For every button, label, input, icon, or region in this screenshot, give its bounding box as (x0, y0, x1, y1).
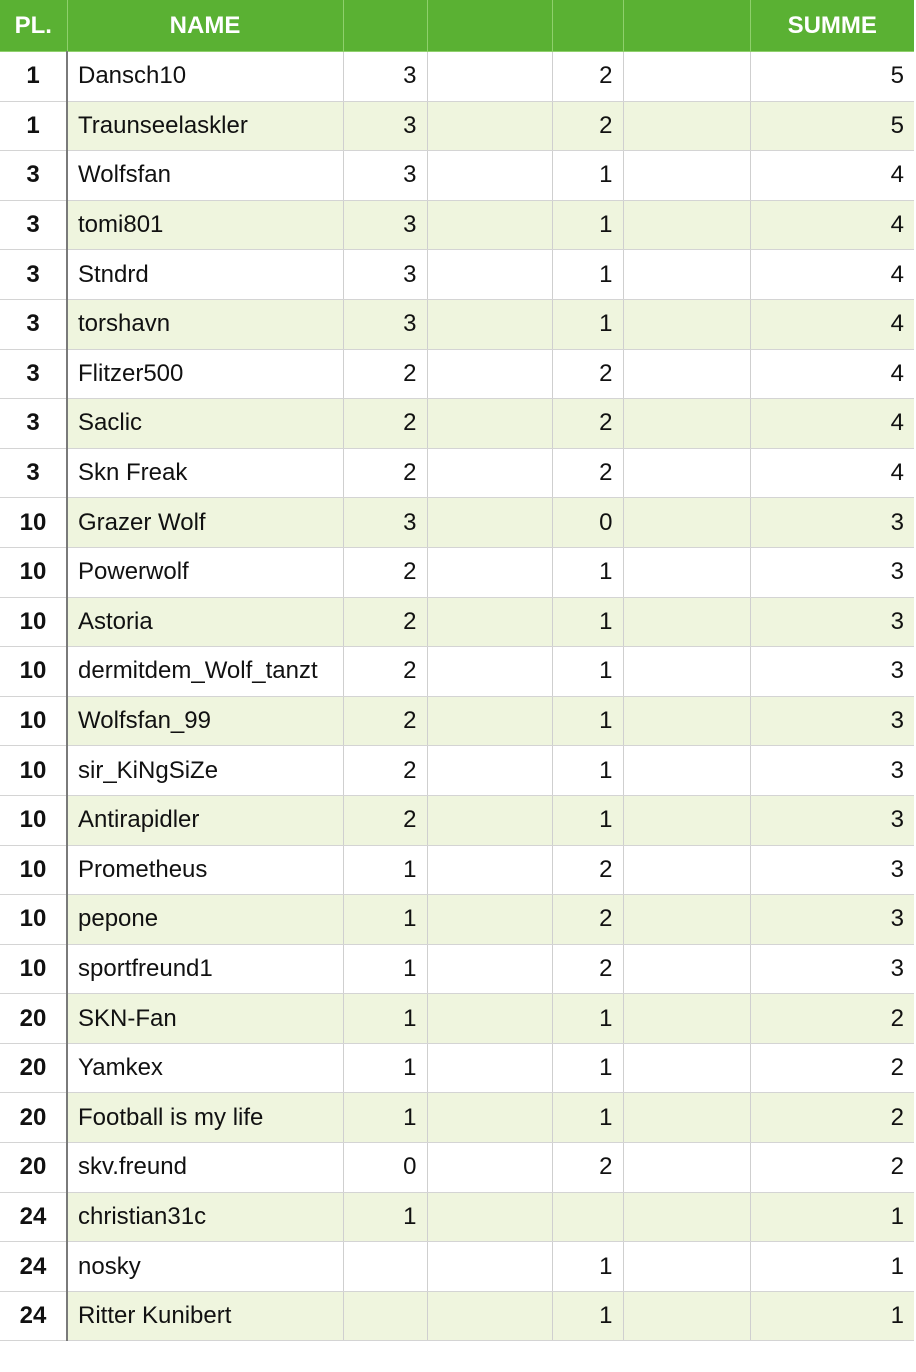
sum-cell: 2 (750, 994, 914, 1044)
player-name-cell: skv.freund (67, 1143, 343, 1193)
place-cell: 3 (0, 448, 67, 498)
points-a-cell: 3 (343, 101, 427, 151)
points-c-cell: 0 (552, 498, 623, 548)
sum-cell: 3 (750, 895, 914, 945)
sum-cell: 3 (750, 795, 914, 845)
player-name-cell: Grazer Wolf (67, 498, 343, 548)
points-b-cell (427, 101, 552, 151)
place-cell: 3 (0, 349, 67, 399)
place-cell: 3 (0, 200, 67, 250)
points-c-cell: 2 (552, 448, 623, 498)
points-b-cell (427, 1242, 552, 1292)
table-row (0, 795, 914, 845)
place-cell: 10 (0, 746, 67, 796)
table-row (0, 895, 914, 945)
place-cell: 1 (0, 52, 67, 102)
place-cell: 20 (0, 1093, 67, 1143)
points-b-cell (427, 547, 552, 597)
points-a-cell: 3 (343, 151, 427, 201)
table-row (0, 547, 914, 597)
points-d-cell (623, 746, 750, 796)
sum-cell: 1 (750, 1291, 914, 1341)
sum-cell: 4 (750, 200, 914, 250)
points-b-cell (427, 696, 552, 746)
points-d-cell (623, 498, 750, 548)
points-d-cell (623, 944, 750, 994)
points-c-cell: 1 (552, 597, 623, 647)
sum-cell: 4 (750, 399, 914, 449)
sum-cell: 3 (750, 597, 914, 647)
place-cell: 24 (0, 1242, 67, 1292)
points-b-cell (427, 895, 552, 945)
points-d-cell (623, 52, 750, 102)
sum-cell: 3 (750, 498, 914, 548)
points-c-cell: 2 (552, 101, 623, 151)
points-b-cell (427, 1291, 552, 1341)
points-b-cell (427, 52, 552, 102)
table-row (0, 399, 914, 449)
points-b-cell (427, 200, 552, 250)
place-cell: 3 (0, 151, 67, 201)
points-b-cell (427, 944, 552, 994)
points-c-cell: 1 (552, 696, 623, 746)
table-row (0, 994, 914, 1044)
sum-cell: 4 (750, 299, 914, 349)
table-row (0, 1242, 914, 1292)
player-name-cell: Traunseelaskler (67, 101, 343, 151)
sum-cell: 4 (750, 151, 914, 201)
points-b-cell (427, 349, 552, 399)
sum-cell: 2 (750, 1043, 914, 1093)
place-cell: 20 (0, 1043, 67, 1093)
player-name-cell: Prometheus (67, 845, 343, 895)
points-d-cell (623, 1192, 750, 1242)
place-cell: 10 (0, 647, 67, 697)
points-a-cell: 2 (343, 647, 427, 697)
place-cell: 10 (0, 845, 67, 895)
points-a-cell: 2 (343, 795, 427, 845)
points-b-cell (427, 597, 552, 647)
table-row (0, 498, 914, 548)
points-d-cell (623, 1043, 750, 1093)
points-d-cell (623, 795, 750, 845)
points-d-cell (623, 696, 750, 746)
points-a-cell (343, 1242, 427, 1292)
points-d-cell (623, 547, 750, 597)
points-c-cell: 1 (552, 250, 623, 300)
header-place[interactable]: PL. (0, 0, 67, 52)
points-b-cell (427, 994, 552, 1044)
place-cell: 10 (0, 696, 67, 746)
points-c-cell (552, 1192, 623, 1242)
header-col-b[interactable] (427, 0, 552, 52)
points-b-cell (427, 498, 552, 548)
points-a-cell: 3 (343, 498, 427, 548)
table-row (0, 696, 914, 746)
player-name-cell: Astoria (67, 597, 343, 647)
sum-cell: 4 (750, 349, 914, 399)
header-col-c[interactable] (552, 0, 623, 52)
points-a-cell: 3 (343, 52, 427, 102)
points-a-cell: 1 (343, 1043, 427, 1093)
points-c-cell: 2 (552, 349, 623, 399)
player-name-cell: dermitdem_Wolf_tanzt (67, 647, 343, 697)
table-row (0, 52, 914, 102)
points-c-cell: 1 (552, 746, 623, 796)
points-d-cell (623, 647, 750, 697)
points-c-cell: 1 (552, 647, 623, 697)
table-row (0, 746, 914, 796)
points-c-cell: 1 (552, 795, 623, 845)
points-d-cell (623, 845, 750, 895)
points-b-cell (427, 1143, 552, 1193)
player-name-cell: Antirapidler (67, 795, 343, 845)
table-row (0, 1093, 914, 1143)
points-d-cell (623, 994, 750, 1044)
points-d-cell (623, 448, 750, 498)
points-c-cell: 1 (552, 200, 623, 250)
points-a-cell: 1 (343, 845, 427, 895)
sum-cell: 3 (750, 647, 914, 697)
place-cell: 24 (0, 1291, 67, 1341)
points-b-cell (427, 448, 552, 498)
table-row (0, 250, 914, 300)
points-a-cell: 3 (343, 250, 427, 300)
table-row (0, 1291, 914, 1341)
header-col-d[interactable] (623, 0, 750, 52)
sum-cell: 5 (750, 52, 914, 102)
points-b-cell (427, 250, 552, 300)
points-d-cell (623, 349, 750, 399)
place-cell: 3 (0, 399, 67, 449)
points-d-cell (623, 1093, 750, 1143)
points-d-cell (623, 895, 750, 945)
points-c-cell: 2 (552, 944, 623, 994)
table-row (0, 1143, 914, 1193)
header-col-a[interactable] (343, 0, 427, 52)
player-name-cell: Powerwolf (67, 547, 343, 597)
points-b-cell (427, 1192, 552, 1242)
table-row (0, 200, 914, 250)
points-a-cell: 2 (343, 349, 427, 399)
points-a-cell: 2 (343, 696, 427, 746)
sum-cell: 4 (750, 448, 914, 498)
table-row (0, 845, 914, 895)
place-cell: 3 (0, 299, 67, 349)
sum-cell: 3 (750, 696, 914, 746)
points-d-cell (623, 597, 750, 647)
points-a-cell: 1 (343, 895, 427, 945)
points-b-cell (427, 1043, 552, 1093)
points-a-cell: 2 (343, 399, 427, 449)
table-row (0, 101, 914, 151)
place-cell: 20 (0, 994, 67, 1044)
points-c-cell: 1 (552, 299, 623, 349)
table-row (0, 647, 914, 697)
points-c-cell: 2 (552, 845, 623, 895)
place-cell: 10 (0, 944, 67, 994)
points-b-cell (427, 1093, 552, 1143)
place-cell: 10 (0, 597, 67, 647)
header-sum[interactable]: SUMME (750, 0, 914, 52)
sum-cell: 4 (750, 250, 914, 300)
player-name-cell: Ritter Kunibert (67, 1291, 343, 1341)
points-b-cell (427, 647, 552, 697)
table-row (0, 1192, 914, 1242)
player-name-cell: tomi801 (67, 200, 343, 250)
player-name-cell: sportfreund1 (67, 944, 343, 994)
points-a-cell: 1 (343, 994, 427, 1044)
place-cell: 1 (0, 101, 67, 151)
points-d-cell (623, 399, 750, 449)
table-body (0, 52, 914, 1341)
points-a-cell: 1 (343, 1192, 427, 1242)
sum-cell: 2 (750, 1143, 914, 1193)
points-c-cell: 2 (552, 52, 623, 102)
sum-cell: 3 (750, 845, 914, 895)
points-c-cell: 1 (552, 547, 623, 597)
points-d-cell (623, 299, 750, 349)
points-a-cell: 3 (343, 299, 427, 349)
points-d-cell (623, 101, 750, 151)
points-d-cell (623, 1242, 750, 1292)
points-b-cell (427, 299, 552, 349)
points-a-cell: 2 (343, 597, 427, 647)
points-b-cell (427, 399, 552, 449)
points-a-cell: 2 (343, 448, 427, 498)
player-name-cell: torshavn (67, 299, 343, 349)
place-cell: 10 (0, 895, 67, 945)
points-a-cell (343, 1291, 427, 1341)
player-name-cell: SKN-Fan (67, 994, 343, 1044)
points-a-cell: 3 (343, 200, 427, 250)
points-b-cell (427, 151, 552, 201)
table-row (0, 349, 914, 399)
place-cell: 10 (0, 498, 67, 548)
player-name-cell: Football is my life (67, 1093, 343, 1143)
header-name[interactable]: NAME (67, 0, 343, 52)
table-row (0, 299, 914, 349)
player-name-cell: christian31c (67, 1192, 343, 1242)
sum-cell: 3 (750, 746, 914, 796)
table-row (0, 597, 914, 647)
points-c-cell: 2 (552, 895, 623, 945)
points-c-cell: 1 (552, 994, 623, 1044)
player-name-cell: Wolfsfan (67, 151, 343, 201)
points-c-cell: 1 (552, 1242, 623, 1292)
points-d-cell (623, 250, 750, 300)
table-row (0, 151, 914, 201)
sum-cell: 2 (750, 1093, 914, 1143)
points-c-cell: 1 (552, 1043, 623, 1093)
points-c-cell: 1 (552, 1093, 623, 1143)
points-b-cell (427, 795, 552, 845)
sum-cell: 1 (750, 1192, 914, 1242)
place-cell: 20 (0, 1143, 67, 1193)
player-name-cell: Saclic (67, 399, 343, 449)
points-c-cell: 1 (552, 151, 623, 201)
sum-cell: 1 (750, 1242, 914, 1292)
table-header (0, 0, 914, 52)
place-cell: 10 (0, 795, 67, 845)
player-name-cell: Stndrd (67, 250, 343, 300)
player-name-cell: sir_KiNgSiZe (67, 746, 343, 796)
points-a-cell: 0 (343, 1143, 427, 1193)
place-cell: 10 (0, 547, 67, 597)
sum-cell: 5 (750, 101, 914, 151)
points-d-cell (623, 1143, 750, 1193)
points-a-cell: 2 (343, 547, 427, 597)
points-c-cell: 2 (552, 399, 623, 449)
points-a-cell: 2 (343, 746, 427, 796)
place-cell: 24 (0, 1192, 67, 1242)
player-name-cell: nosky (67, 1242, 343, 1292)
points-d-cell (623, 1291, 750, 1341)
place-cell: 3 (0, 250, 67, 300)
player-name-cell: Skn Freak (67, 448, 343, 498)
points-d-cell (623, 200, 750, 250)
points-a-cell: 1 (343, 944, 427, 994)
points-d-cell (623, 151, 750, 201)
table-row (0, 448, 914, 498)
points-b-cell (427, 746, 552, 796)
points-c-cell: 2 (552, 1143, 623, 1193)
player-name-cell: Flitzer500 (67, 349, 343, 399)
table-row (0, 1043, 914, 1093)
sum-cell: 3 (750, 944, 914, 994)
header-row (0, 0, 914, 52)
player-name-cell: pepone (67, 895, 343, 945)
points-b-cell (427, 845, 552, 895)
player-name-cell: Wolfsfan_99 (67, 696, 343, 746)
player-name-cell: Yamkex (67, 1043, 343, 1093)
sum-cell: 3 (750, 547, 914, 597)
player-name-cell: Dansch10 (67, 52, 343, 102)
points-c-cell: 1 (552, 1291, 623, 1341)
points-a-cell: 1 (343, 1093, 427, 1143)
table-row (0, 944, 914, 994)
